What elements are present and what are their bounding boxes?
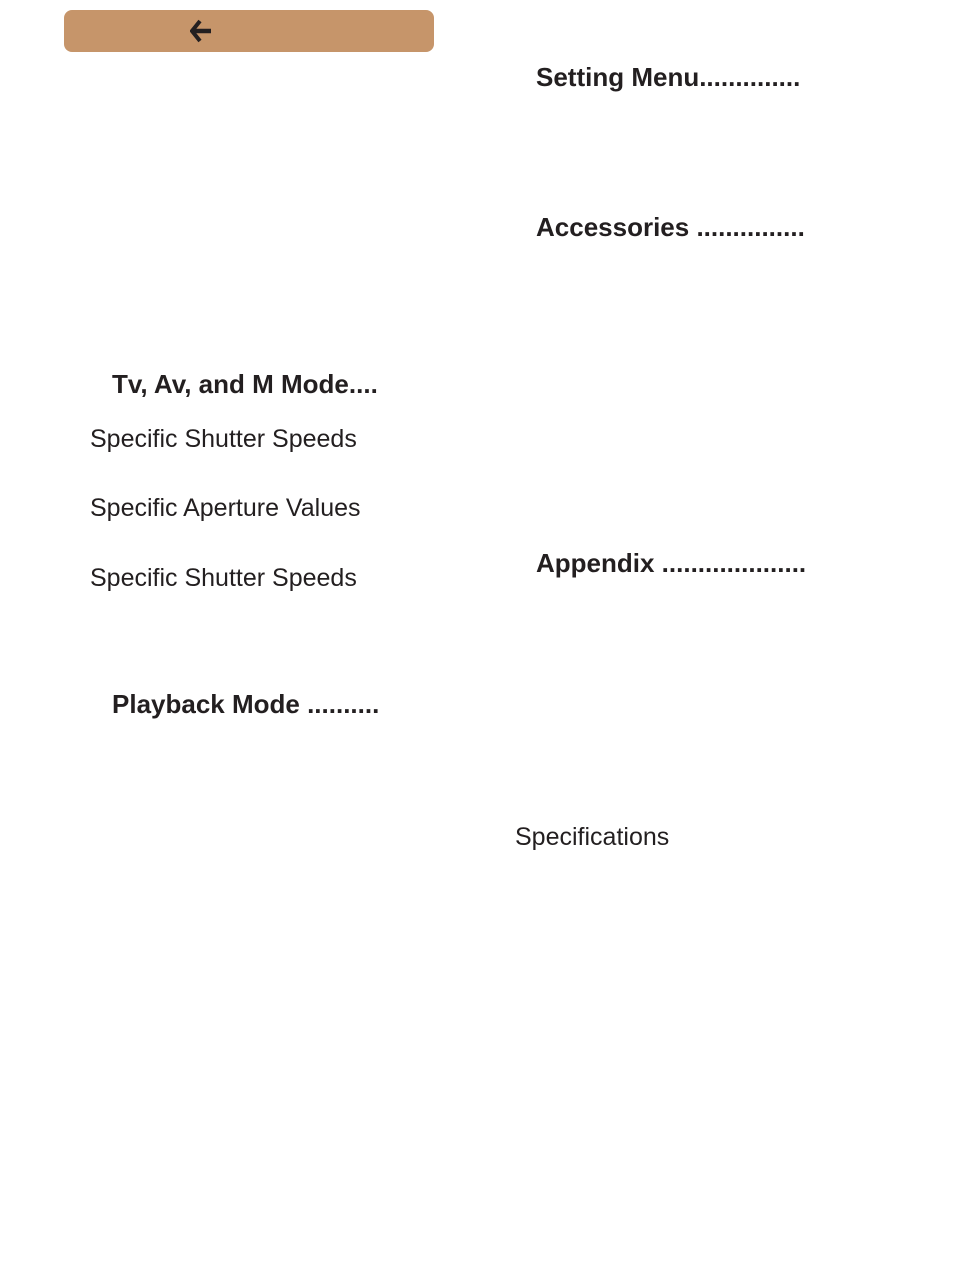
toc-item-specific-shutter-speeds-2[interactable]: Specific Shutter Speeds (90, 564, 357, 592)
arrow-left-icon (190, 19, 212, 43)
toc-heading-appendix[interactable]: Appendix .................... (536, 548, 807, 578)
toc-heading-accessories[interactable]: Accessories ............... (536, 212, 805, 242)
toc-item-specific-aperture-values[interactable]: Specific Aperture Values (90, 494, 361, 522)
toc-heading-playback-mode[interactable]: Playback Mode .......... (112, 689, 380, 719)
toc-item-specifications[interactable]: Specifications (515, 823, 670, 851)
toc-heading-setting-menu[interactable]: Setting Menu.............. (536, 62, 801, 92)
toc-item-specific-shutter-speeds[interactable]: Specific Shutter Speeds (90, 425, 357, 453)
toc-heading-tv-av-m-mode[interactable]: Tv, Av, and M Mode.... (112, 369, 378, 399)
back-button[interactable] (64, 10, 434, 52)
